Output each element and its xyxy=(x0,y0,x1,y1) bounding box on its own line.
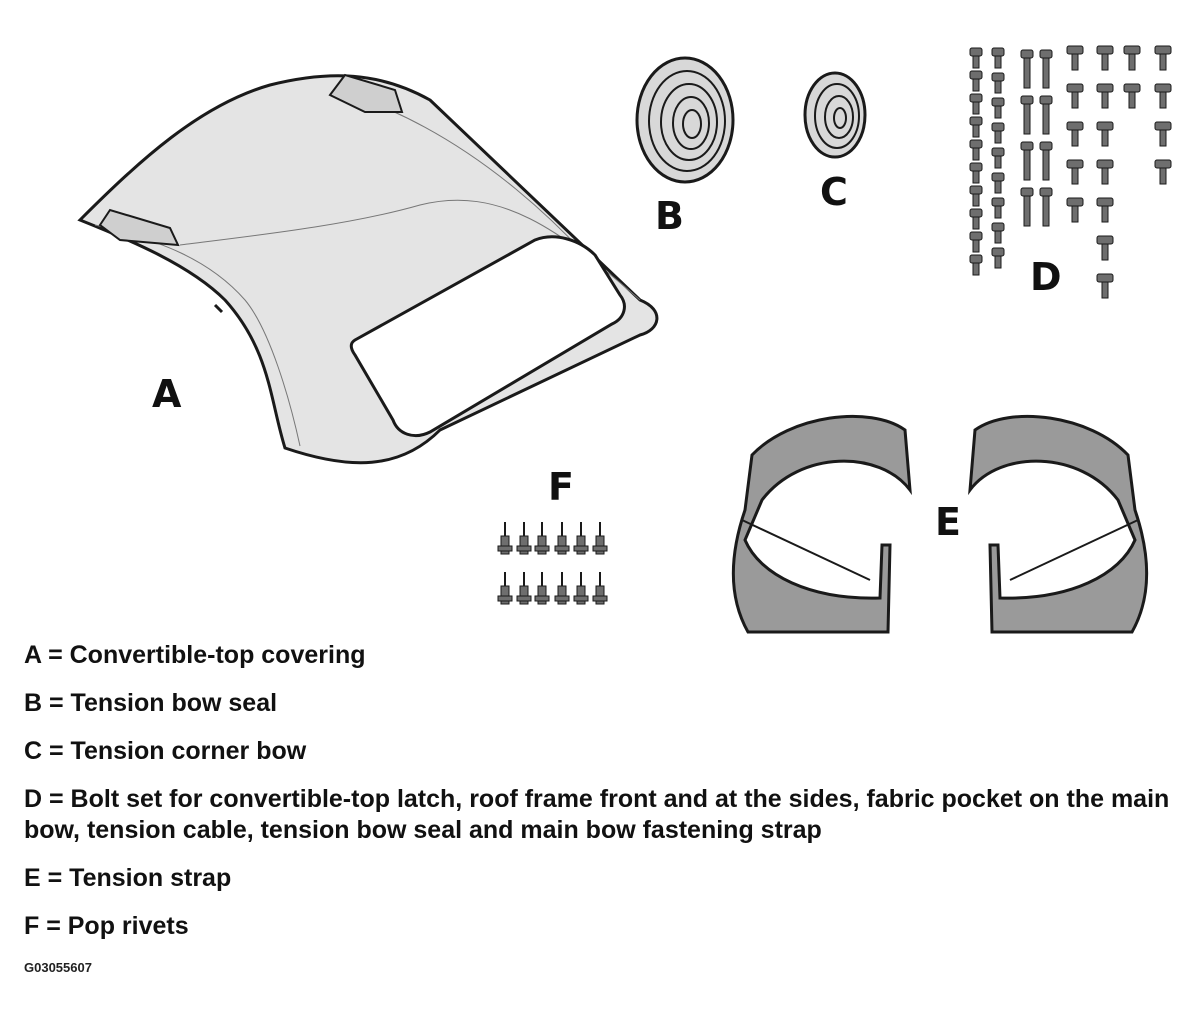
bolt xyxy=(1124,84,1140,108)
bolt xyxy=(1021,96,1033,134)
pop-rivet xyxy=(517,572,531,604)
bolt xyxy=(1040,96,1052,134)
bolt xyxy=(1097,122,1113,146)
bolt xyxy=(992,98,1004,118)
bolt xyxy=(970,48,982,68)
bolt xyxy=(1155,84,1171,108)
pop-rivet xyxy=(535,522,549,554)
legend-item-e: E = Tension strap xyxy=(24,864,232,892)
bolt xyxy=(992,148,1004,168)
bolt xyxy=(1097,160,1113,184)
tension-strap-left xyxy=(733,416,910,632)
bolt xyxy=(970,186,982,206)
bolt xyxy=(992,73,1004,93)
bolt xyxy=(1040,50,1052,88)
tension-corner-bow xyxy=(805,73,865,157)
bolt xyxy=(1067,198,1083,222)
parts-legend xyxy=(24,640,1184,959)
bolt xyxy=(1155,160,1171,184)
bolt xyxy=(970,255,982,275)
bolt xyxy=(1040,188,1052,226)
bolt xyxy=(992,123,1004,143)
callout-c: C xyxy=(820,170,848,214)
tension-bow-seal xyxy=(637,58,733,182)
bolt xyxy=(1155,122,1171,146)
bolt xyxy=(970,140,982,160)
bolt xyxy=(992,48,1004,68)
bolt xyxy=(970,232,982,252)
pop-rivet xyxy=(535,572,549,604)
pop-rivet xyxy=(498,522,512,554)
bolt xyxy=(1067,46,1083,70)
bolt xyxy=(992,248,1004,268)
figure-id: G03055607 xyxy=(24,960,92,975)
callout-a: A xyxy=(152,372,182,416)
bolt xyxy=(1067,122,1083,146)
pop-rivet xyxy=(555,522,569,554)
bolt xyxy=(1021,188,1033,226)
legend-item-c: C = Tension corner bow xyxy=(24,737,307,765)
bolt xyxy=(1067,160,1083,184)
legend-item-b: B = Tension bow seal xyxy=(24,689,278,717)
bolt xyxy=(1021,142,1033,180)
pop-rivet xyxy=(555,572,569,604)
pop-rivets xyxy=(498,522,607,604)
legend-item-f: F = Pop rivets xyxy=(24,912,189,940)
bolt xyxy=(1097,46,1113,70)
pop-rivet xyxy=(593,522,607,554)
bolt xyxy=(970,209,982,229)
bolt xyxy=(1124,46,1140,70)
callout-d: D xyxy=(1030,255,1062,299)
callout-f: F xyxy=(548,465,574,509)
pop-rivet xyxy=(574,572,588,604)
bolt-set xyxy=(970,46,1171,298)
bolt xyxy=(1021,50,1033,88)
bolt xyxy=(992,173,1004,193)
bolt xyxy=(1097,236,1113,260)
bolt xyxy=(970,163,982,183)
legend-item-a: A = Convertible-top covering xyxy=(24,641,366,669)
bolt xyxy=(1097,274,1113,298)
pop-rivet xyxy=(593,572,607,604)
tension-strap-right xyxy=(970,416,1147,632)
callout-b: B xyxy=(655,194,684,238)
pop-rivet xyxy=(517,522,531,554)
bolt xyxy=(1067,84,1083,108)
legend-item-d: D = Bolt set for convertible-top latch, roof frame front and at the sides, fabric pocket on the main bow, tension cable, tension bow seal and main bow fastening strap xyxy=(24,785,1170,844)
bolt xyxy=(970,94,982,114)
pop-rivet xyxy=(574,522,588,554)
bolt xyxy=(1040,142,1052,180)
bolt xyxy=(970,117,982,137)
pop-rivet xyxy=(498,572,512,604)
bolt xyxy=(1097,84,1113,108)
bolt xyxy=(992,198,1004,218)
callout-e: E xyxy=(935,500,961,544)
bolt xyxy=(1155,46,1171,70)
bolt xyxy=(970,71,982,91)
bolt xyxy=(1097,198,1113,222)
bolt xyxy=(992,223,1004,243)
